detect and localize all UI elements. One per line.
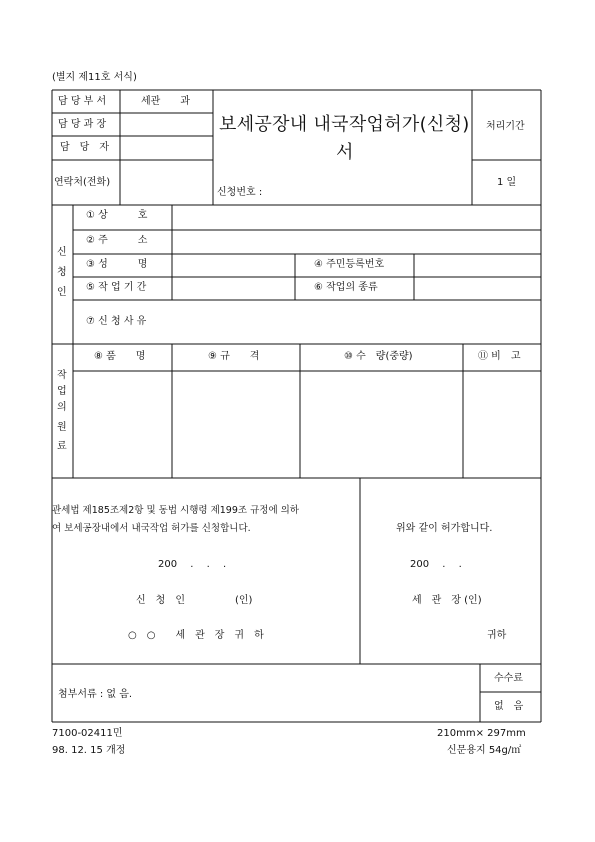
approval-addressee: 귀하 xyxy=(487,630,507,641)
resident-number-label: ④ 주민등록번호 xyxy=(314,259,385,270)
approval-statement: 위와 같이 허가합니다. xyxy=(396,523,493,534)
application-statement-line1: 관세법 제185조제2항 및 동법 시행령 제199조 규정에 의하 xyxy=(52,505,299,516)
paper-type: 신문용지 54g/㎡ xyxy=(447,745,522,756)
revision-date: 98. 12. 15 개정 xyxy=(52,745,126,756)
applicant-seal-line: 신 청 인 (인) xyxy=(136,595,253,606)
col-item-name: ⑧ 품 명 xyxy=(94,351,146,362)
trade-name-label: ① 상 호 xyxy=(86,210,148,221)
application-reason-label: ⑦ 신 청 사 유 xyxy=(86,316,147,327)
work-type-label: ⑥ 작업의 종류 xyxy=(314,282,378,293)
col-quantity: ⑩ 수 량(중량) xyxy=(344,351,413,362)
application-statement-line2: 여 보세공장내에서 내국작업 허가를 신청합니다. xyxy=(52,523,251,534)
approval-date: 200 . . xyxy=(410,559,462,570)
side-char: 의 xyxy=(57,402,67,413)
side-char: 작 xyxy=(57,370,67,381)
side-char: 료 xyxy=(57,441,67,452)
work-period-label: ⑤ 작 업 기 간 xyxy=(86,282,147,293)
col-specification: ⑨ 규 격 xyxy=(208,351,260,362)
attachments-line: 첨부서류 : 없 음. xyxy=(58,689,133,700)
side-char: 원 xyxy=(57,422,67,433)
customs-chief-seal-line: 세 관 장 (인) xyxy=(412,595,482,606)
side-char: 업 xyxy=(57,386,67,397)
application-number-label: 신청번호 : xyxy=(217,187,263,198)
contact-label: 연락처(전화) xyxy=(54,177,111,188)
fee-label: 수수료 xyxy=(494,673,523,684)
section-chief-label: 담 당 과 장 xyxy=(58,119,107,130)
name-label: ③ 성 명 xyxy=(86,259,148,270)
processing-period-label: 처리기간 xyxy=(486,121,525,132)
form-code: 7100-02411민 xyxy=(52,728,123,739)
form-title: 보세공장내 내국작업허가(신청) xyxy=(219,114,470,135)
paper-size: 210mm× 297mm xyxy=(437,728,526,739)
person-in-charge-label: 담 당 자 xyxy=(60,142,109,153)
fee-value: 없 음 xyxy=(494,701,524,712)
processing-period-value: 1 일 xyxy=(497,177,517,188)
dept-value: 세관 과 xyxy=(141,96,190,107)
application-date: 200 . . . xyxy=(158,559,227,570)
dept-label: 담 당 부 서 xyxy=(58,96,107,107)
form-title-suffix: 서 xyxy=(336,142,354,163)
address-label: ② 주 소 xyxy=(86,235,148,246)
col-remarks: ⑪ 비 고 xyxy=(478,351,521,362)
side-char: 신 xyxy=(57,247,67,258)
addressee-line: ○ ○ 세 관 장 귀 하 xyxy=(128,630,264,641)
side-char: 청 xyxy=(57,267,67,278)
side-char: 인 xyxy=(57,287,67,298)
form-number-label: (별지 제11호 서식) xyxy=(52,72,137,83)
